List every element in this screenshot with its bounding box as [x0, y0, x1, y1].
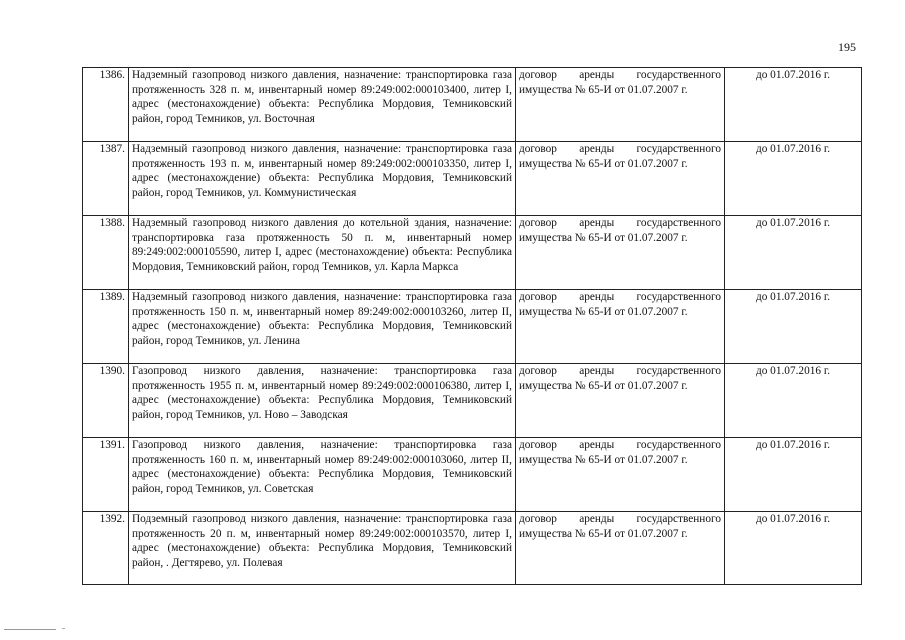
property-registry-table: [82, 67, 862, 585]
row-number: 1391.: [83, 438, 129, 512]
lease-contract: договор аренды государственного имущества № 65-И от 01.07.2007 г.: [516, 216, 725, 290]
table-row: [83, 438, 862, 512]
table-row: [83, 142, 862, 216]
row-number: 1389.: [83, 290, 129, 364]
lease-contract: договор аренды государственного имущества № 65-И от 01.07.2007 г.: [516, 142, 725, 216]
lease-term: до 01.07.2016 г.: [725, 438, 862, 512]
lease-term: до 01.07.2016 г.: [725, 216, 862, 290]
table-row: [83, 512, 862, 585]
lease-contract: договор аренды государственного имущества № 65-И от 01.07.2007 г.: [516, 512, 725, 585]
table-row: [83, 290, 862, 364]
lease-contract: договор аренды государственного имущества № 65-И от 01.07.2007 г.: [516, 364, 725, 438]
scan-artifact-dot: [62, 628, 65, 629]
lease-term: до 01.07.2016 г.: [725, 290, 862, 364]
page-number: 195: [838, 40, 856, 54]
lease-term: до 01.07.2016 г.: [725, 142, 862, 216]
object-description: Надземный газопровод низкого давления, назначение: транспортировка газа протяженность 328 п. м, инвентарный номер 89:249:002:000103400, литер I, адрес (местонахождение) объекта: Республика Мордовия, Темниковский район, город Темников, ул. Восточная: [129, 68, 516, 142]
row-number: 1387.: [83, 142, 129, 216]
object-description: Надземный газопровод низкого давления, назначение: транспортировка газа протяженность 193 п. м, инвентарный номер 89:249:002:000103350, литер I, адрес (местонахождение) объекта: Республика Мордовия, Темниковский район, город Темников, ул. Коммунистическая: [129, 142, 516, 216]
table-row: [83, 364, 862, 438]
row-number: 1392.: [83, 512, 129, 585]
object-description: Газопровод низкого давления, назначение: транспортировка газа протяженность 160 п. м, инвентарный номер 89:249:002:000103060, литер II, адрес (местонахождение) объекта: Республика Мордовия, Темниковский район, город Темников, ул. Советская: [129, 438, 516, 512]
row-number: 1386.: [83, 68, 129, 142]
lease-term: до 01.07.2016 г.: [725, 68, 862, 142]
row-number: 1390.: [83, 364, 129, 438]
object-description: Надземный газопровод низкого давления, назначение: транспортировка газа протяженность 150 п. м, инвентарный номер 89:249:002:000103260, литер II, адрес (местонахождение) объекта: Республика Мордовия, Темниковский район, город Темников, ул. Ленина: [129, 290, 516, 364]
lease-contract: договор аренды государственного имущества № 65-И от 01.07.2007 г.: [516, 68, 725, 142]
scan-artifact-line: [4, 629, 56, 631]
lease-contract: договор аренды государственного имущества № 65-И от 01.07.2007 г.: [516, 438, 725, 512]
object-description: Надземный газопровод низкого давления до котельной здания, назначение: транспортировка газа протяженность 50 п. м, инвентарный номер 89:249:002:000105590, литер I, адрес (местонахождение) объекта: Республика Мордовия, Темниковский район, город Темников, ул. Карла Маркса: [129, 216, 516, 290]
table-row: [83, 216, 862, 290]
object-description: Газопровод низкого давления, назначение: транспортировка газа протяженность 1955 п. м, инвентарный номер 89:249:002:000106380, литер I, адрес (местонахождение) объекта: Республика Мордовия, Темниковский район, город Темников, ул. Ново – Заводская: [129, 364, 516, 438]
lease-contract: договор аренды государственного имущества № 65-И от 01.07.2007 г.: [516, 290, 725, 364]
row-number: 1388.: [83, 216, 129, 290]
lease-term: до 01.07.2016 г.: [725, 364, 862, 438]
object-description: Подземный газопровод низкого давления, назначение: транспортировка газа протяженность 20 п. м, инвентарный номер 89:249:002:000103570, литер I, адрес (местонахождение) объекта: Республика Мордовия, Темниковский район, . Дегтярево, ул. Полевая: [129, 512, 516, 585]
table-row: [83, 68, 862, 142]
lease-term: до 01.07.2016 г.: [725, 512, 862, 585]
